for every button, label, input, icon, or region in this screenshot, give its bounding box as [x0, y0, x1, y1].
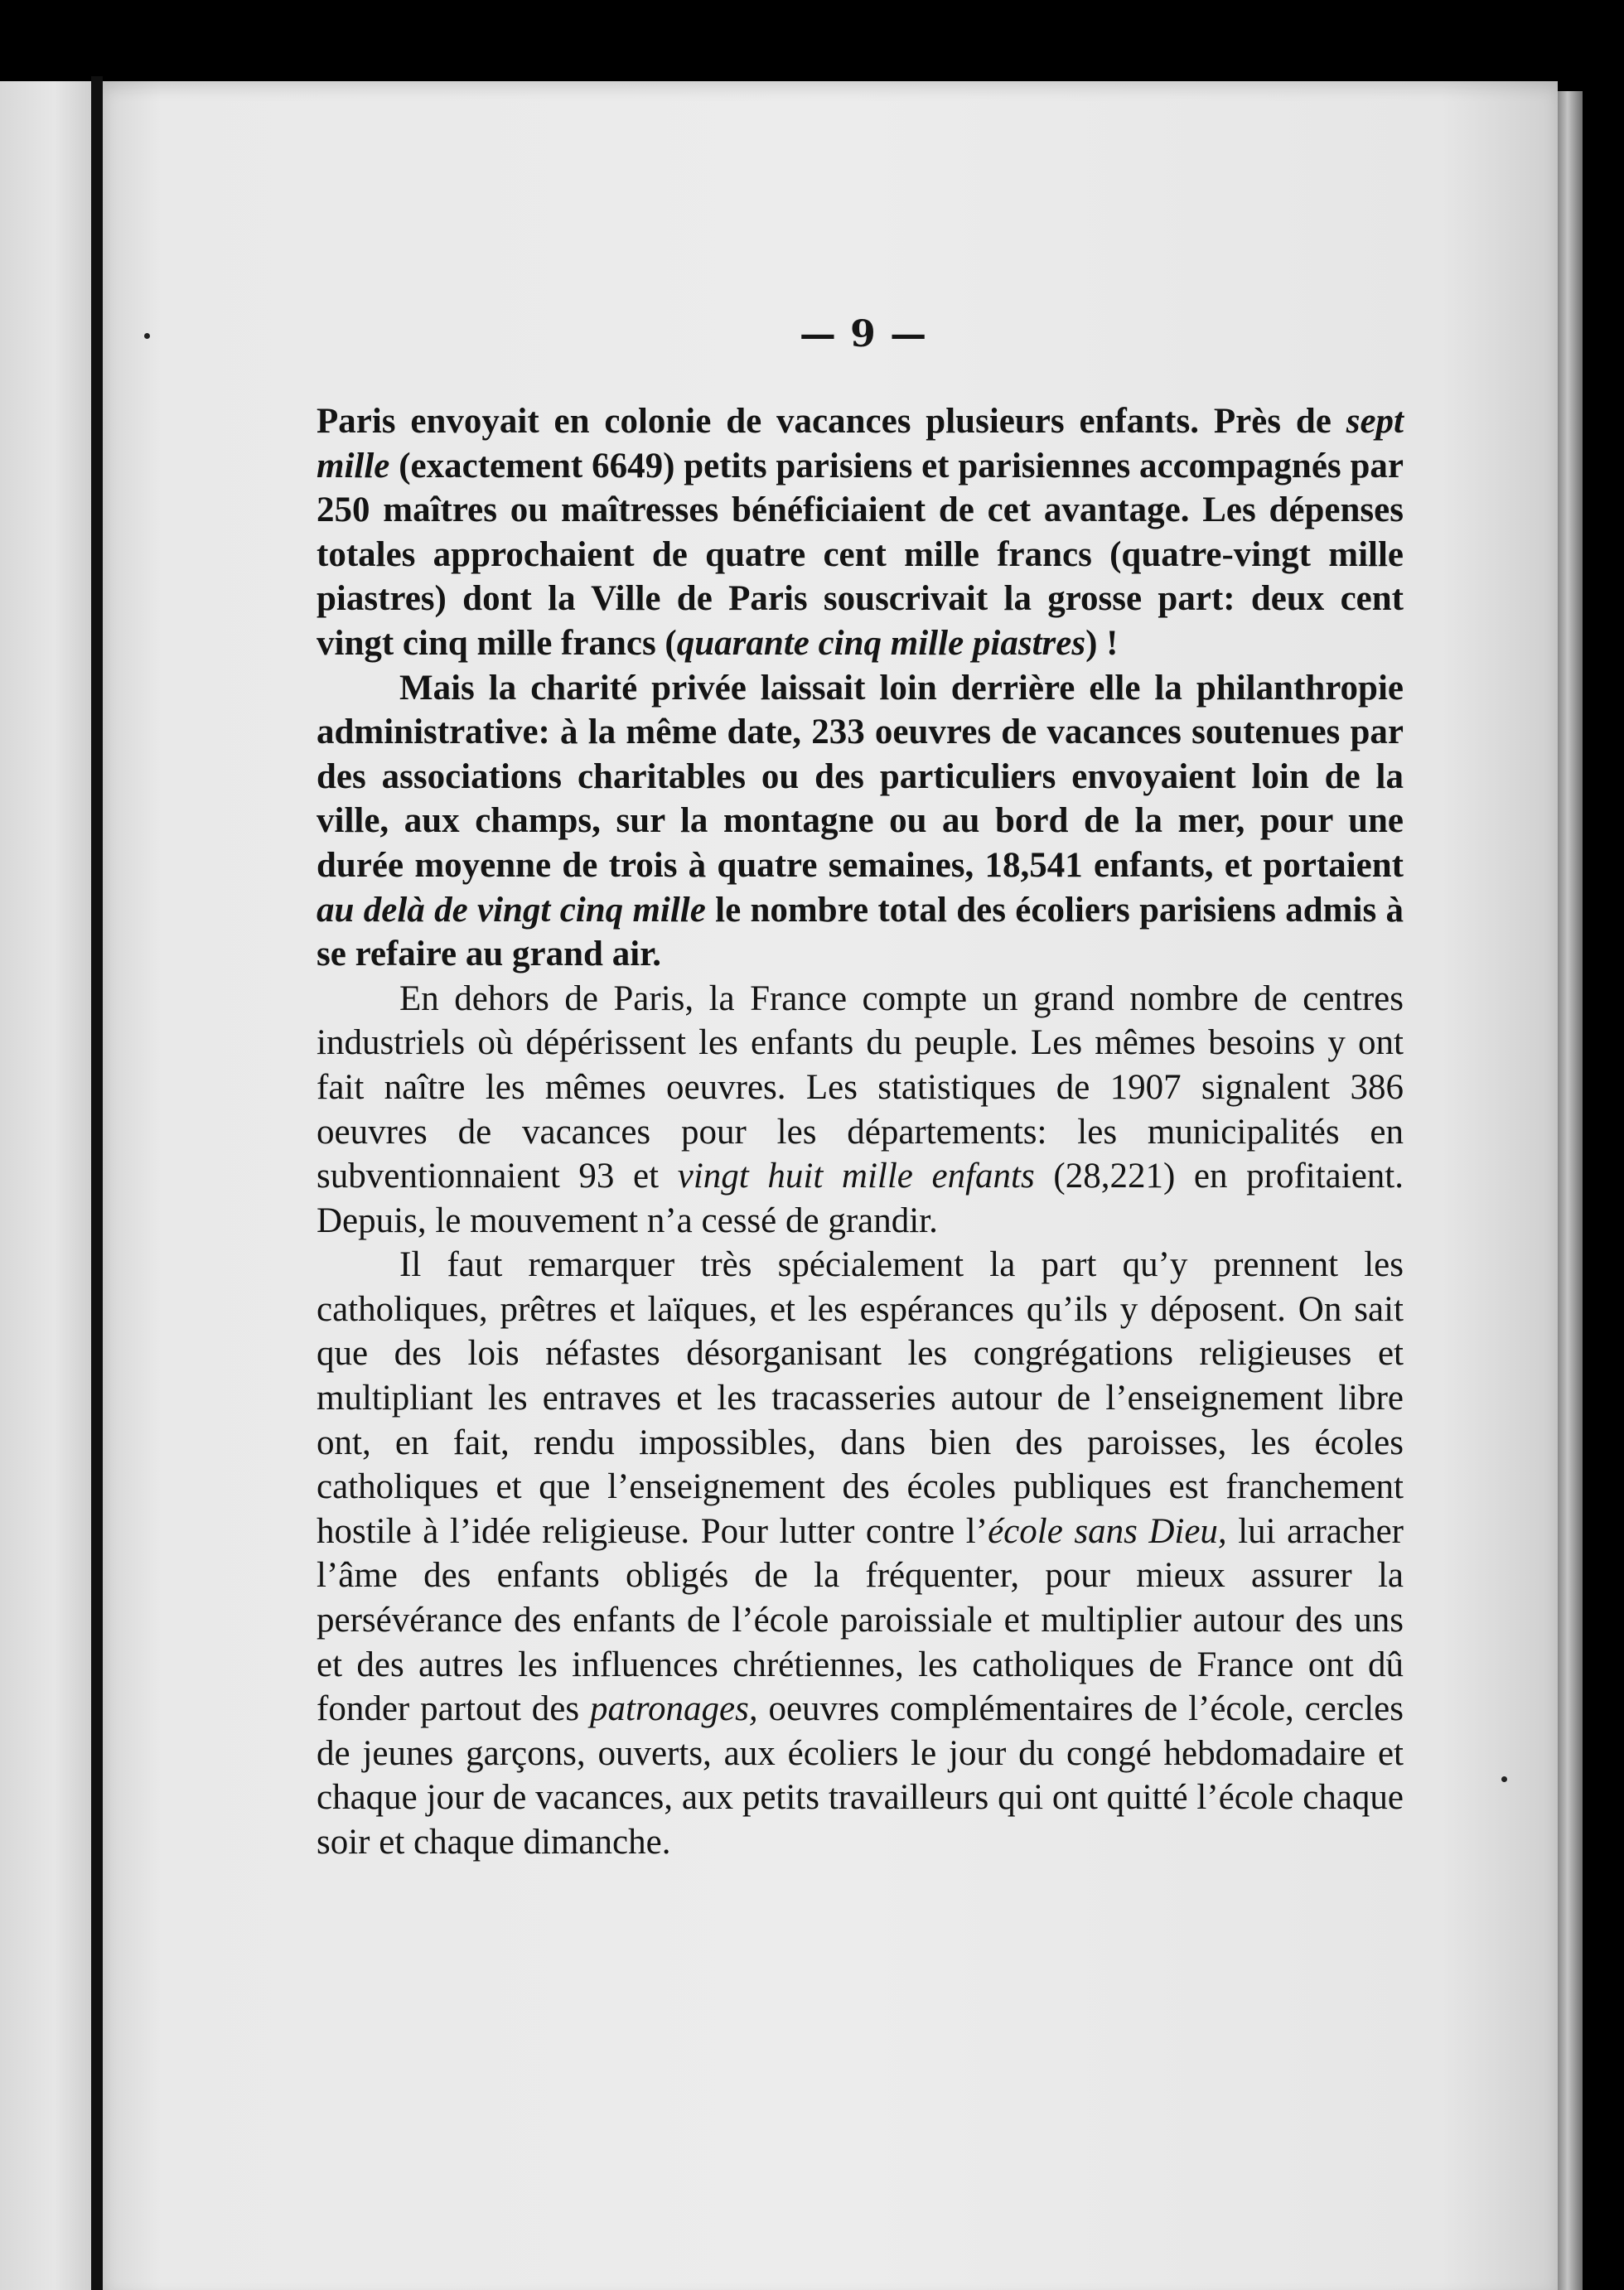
text-run: oeuvres complémentaires de l’école, cercles de jeunes garçons, ouverts, aux écoliers le jour du congé hebdomadaire et chaque jour de vacances, aux petits travailleurs qui ont quitté l’école chaque soir et chaque dimanche. — [317, 1689, 1404, 1862]
italic-text: quarante cinq mille piastres — [676, 623, 1086, 663]
text-run: le nombre total des écoliers parisiens admis à se refaire au grand air. — [317, 890, 1404, 974]
text-run: Mais la charité privée laissait loin derrière elle la philanthropie administrative: à la même date, 233 oeuvres de vacances soutenues par des associations charitables ou des particuliers envoyaient loin de la ville, aux champs, sur la montagne ou au bord de la mer, pour une durée moyenne de trois à quatre semaines, 18,541 enfants, et portaient — [317, 668, 1404, 885]
text-run: En dehors de Paris, la France compte un grand nombre de centres industriels où dépérissent les enfants du peuple. Les mêmes besoins y ont fait naître les mêmes oeuvres. Les statistiques de 1907 signalent 386 oeuvres de vacances pour les départements: les municipalités en subventionnaient 93 et — [317, 978, 1404, 1196]
scan-speck — [1501, 1776, 1507, 1782]
italic-text: sept mille — [317, 402, 1404, 486]
italic-text: patronages, — [589, 1689, 758, 1729]
text-run: (28,221) en profitaient. Depuis, le mouvement n’a cessé de grandir. — [317, 1157, 1404, 1240]
page-edge-shadow — [1558, 91, 1583, 2290]
book-page — [103, 81, 1558, 2290]
italic-text: au delà de vingt cinq mille — [317, 890, 706, 930]
paragraph — [317, 1243, 1404, 1864]
scan-speck — [144, 333, 150, 339]
facing-page-edge — [0, 81, 91, 2290]
text-run: (exactement 6649) petits parisiens et parisiennes accompagnés par 250 maîtres ou maîtresses bénéficiaient de cet avantage. Les dépenses totales approchaient de quatre cent mille francs (quatre-vingt mille piastres) dont la Ville de Paris souscrivait la grosse part: deux cent vingt cinq mille francs ( — [317, 446, 1404, 663]
text-run: Il faut remarquer très spécialement la part qu’y prennent les catholiques, prêtres et laïques, et les espérances qu’ils y déposent. On sait que des lois néfastes désorganisant les congrégations religieuses et multipliant les entraves et les tracasseries autour de l’enseignement libre ont, en fait, rendu impossibles, dans bien des paroisses, les écoles catholiques et que l’enseignement des écoles publiques est franchement hostile à l’idée religieuse. Pour lutter contre l’ — [317, 1245, 1404, 1551]
paragraph — [317, 666, 1404, 977]
book-gutter — [91, 76, 103, 2290]
paragraph — [317, 399, 1404, 666]
italic-text: vingt huit mille enfants — [677, 1157, 1035, 1196]
text-run: ) ! — [1085, 623, 1119, 663]
page-number: — 9 — — [799, 313, 928, 355]
italic-text: école sans Dieu, — [988, 1511, 1227, 1551]
text-run: Paris envoyait en colonie de vacances plusieurs enfants. Près de — [317, 402, 1346, 441]
text-run: lui arracher l’âme des enfants obligés de la fréquenter, pour mieux assurer la persévérance des enfants de l’école paroissiale et multiplier autour des uns et des autres les influences chrétiennes, les catholiques de France ont dû fonder partout des — [317, 1511, 1404, 1729]
body-text — [317, 399, 1404, 1865]
paragraph — [317, 977, 1404, 1244]
